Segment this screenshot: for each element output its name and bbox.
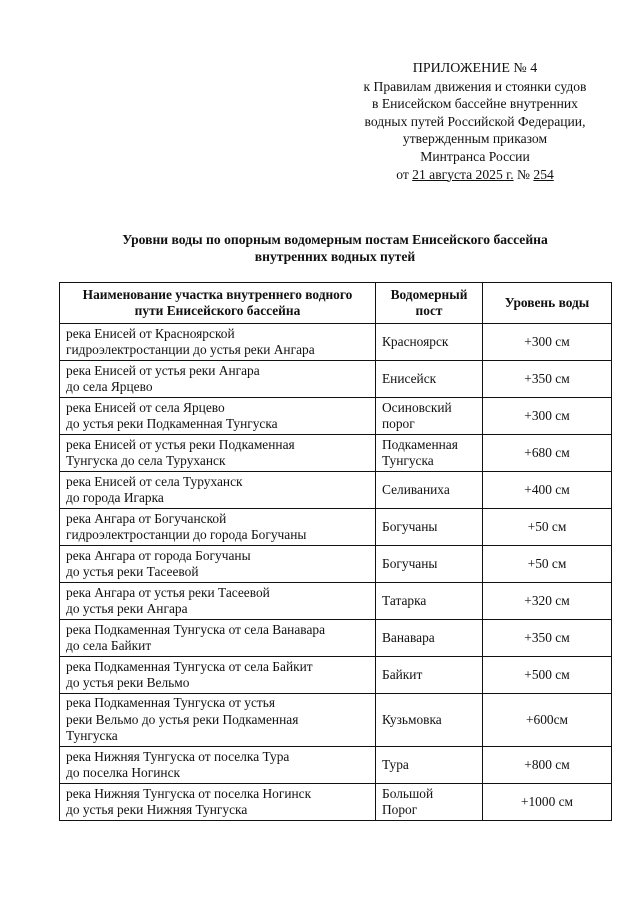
post-text: порог [382,416,415,431]
cell-post [376,546,483,583]
post-text: Богучаны [382,518,438,534]
cell-post [376,361,483,398]
cell-post [376,435,483,472]
cell-post [376,620,483,657]
section-text: до поселка Ногинск [66,765,181,780]
heading-line: внутренних водных путей [254,249,416,264]
heading-line: Уровни воды по опорным водомерным постам Енисейского бассейна [122,232,548,247]
cell-level: +600см [483,694,612,747]
appendix-header [340,60,610,183]
post-text: Богучаны [382,555,438,571]
cell-level: +1000 см [483,784,612,821]
table-row [60,657,612,694]
section-text: река Подкаменная Тунгуска от устья [66,695,276,711]
cell-level: +320 см [483,583,612,620]
table-header-row [60,283,612,324]
section-text: Тунгуска [66,728,118,744]
cell-level: +400 см [483,472,612,509]
section-text: реки Вельмо до устья реки Подкаменная [66,711,299,727]
section-text: до устья реки Тасеевой [66,564,199,579]
cell-level: +350 см [483,361,612,398]
header-text: Наименование участка внутреннего водного [82,286,353,302]
cell-post [376,747,483,784]
cell-section [60,435,376,472]
cell-section [60,657,376,694]
header-text: пост [415,303,443,318]
cell-post [376,657,483,694]
table-row [60,583,612,620]
section-text: гидроэлектростанции до устья реки Ангара [66,342,315,357]
section-text: до устья реки Ангара [66,601,188,616]
post-text: Кузьмовка [382,711,442,727]
section-text: до устья реки Нижняя Тунгуска [66,802,248,817]
table-row [60,472,612,509]
section-text: до города Игарка [66,490,164,505]
post-text: Татарка [382,592,427,608]
order-number-label: № [517,166,530,182]
cell-section [60,546,376,583]
header-text: пути Енисейского бассейна [134,303,301,318]
section-text: до села Байкит [66,638,152,653]
section-text: река Ангара от устья реки Тасеевой [66,584,270,600]
appendix-title: ПРИЛОЖЕНИЕ № 4 [412,61,538,76]
table-row [60,784,612,821]
cell-post [376,694,483,747]
cell-post [376,472,483,509]
cell-section [60,324,376,361]
cell-section [60,509,376,546]
appendix-line: водных путей Российской Федерации, [364,113,586,129]
cell-post [376,398,483,435]
section-text: до устья реки Вельмо [66,675,190,690]
cell-section [60,747,376,784]
document-heading [60,231,610,265]
section-text: река Енисей от устья реки Подкаменная [66,436,295,452]
section-text: река Енисей от села Туруханск [66,473,243,489]
section-text: Тунгуска до села Туруханск [66,453,226,468]
post-text: Ванавара [382,629,435,645]
section-text: до устья реки Подкаменная Тунгуска [66,416,278,431]
section-text: река Енисей от села Ярцево [66,399,225,415]
cell-section [60,784,376,821]
table-row [60,546,612,583]
post-text: Байкит [382,666,423,682]
header-level [483,283,612,324]
order-number: 254 [533,166,554,182]
section-text: река Енисей от устья реки Ангара [66,362,260,378]
section-text: река Подкаменная Тунгуска от села Байкит [66,658,313,674]
section-text: река Нижняя Тунгуска от поселка Ногинск [66,785,312,801]
cell-section [60,361,376,398]
appendix-line: к Правилам движения и стоянки судов [363,78,587,94]
post-text: Селиваниха [382,481,450,497]
appendix-line: в Енисейском бассейне внутренних [372,96,578,112]
post-text: Осиновский [382,399,452,415]
cell-post [376,509,483,546]
table-row [60,324,612,361]
cell-post [376,784,483,821]
section-text: река Нижняя Тунгуска от поселка Тура [66,748,290,764]
section-text: до села Ярцево [66,379,153,394]
cell-level: +800 см [483,747,612,784]
table-row [60,509,612,546]
header-post [376,283,483,324]
post-text: Енисейск [382,370,437,386]
cell-level: +50 см [483,546,612,583]
order-prefix: от [396,166,409,182]
cell-section [60,620,376,657]
order-reference [340,166,610,184]
post-text: Красноярск [382,333,449,349]
post-text: Порог [382,802,418,817]
cell-section [60,472,376,509]
cell-level: +300 см [483,324,612,361]
post-text: Большой [382,785,434,801]
table-body [60,324,612,821]
table-row [60,620,612,657]
header-text: Уровень воды [504,294,590,310]
post-text: Подкаменная [382,436,458,452]
cell-level: +500 см [483,657,612,694]
water-levels-table [59,282,612,821]
table-row [60,694,612,747]
cell-post [376,324,483,361]
cell-section [60,694,376,747]
table-row [60,747,612,784]
header-text: Водомерный [390,286,468,302]
post-text: Тура [382,756,409,772]
section-text: река Ангара от Богучанской [66,510,227,526]
order-date: 21 августа 2025 г. [412,166,514,182]
section-text: гидроэлектростанции до города Богучаны [66,527,307,542]
cell-post [376,583,483,620]
cell-level: +680 см [483,435,612,472]
appendix-line: Минтранса России [420,148,530,164]
cell-level: +50 см [483,509,612,546]
cell-level: +350 см [483,620,612,657]
table-row [60,398,612,435]
cell-section [60,583,376,620]
section-text: река Подкаменная Тунгуска от села Ванавара [66,621,326,637]
cell-section [60,398,376,435]
table-row [60,361,612,398]
appendix-line: утвержденным приказом [402,131,548,147]
section-text: река Ангара от города Богучаны [66,547,251,563]
cell-level: +300 см [483,398,612,435]
section-text: река Енисей от Красноярской [66,325,235,341]
post-text: Тунгуска [382,453,434,468]
table-row [60,435,612,472]
header-section [60,283,376,324]
